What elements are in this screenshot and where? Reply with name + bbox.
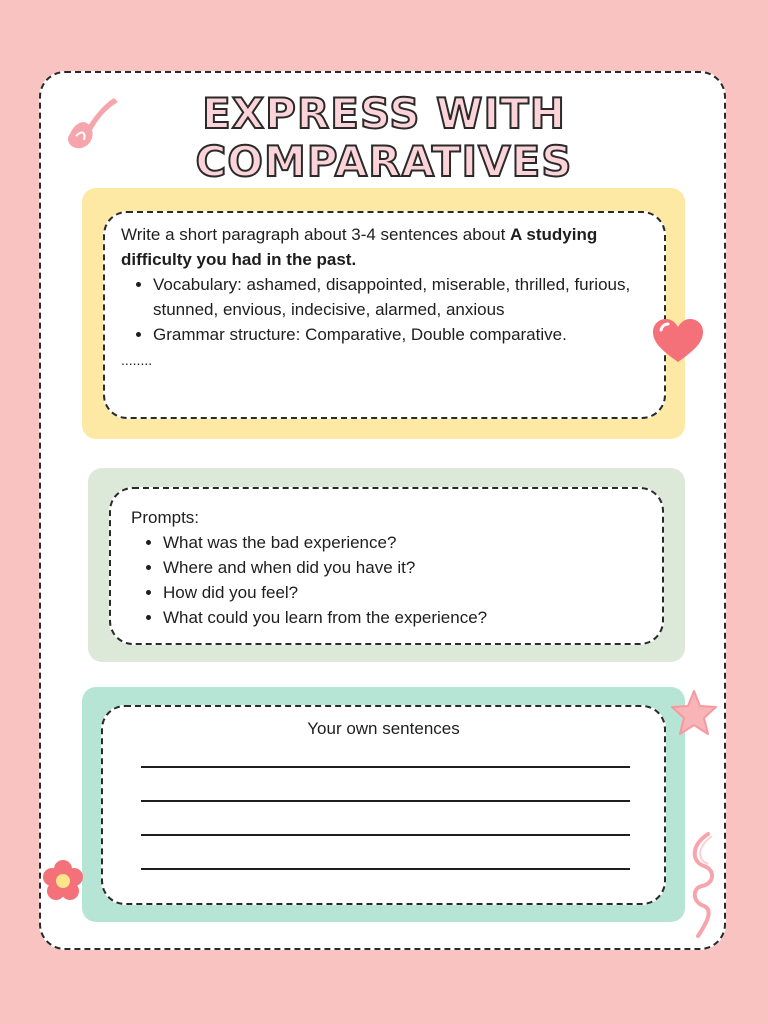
heart-icon	[651, 318, 705, 364]
writing-heading: Your own sentences	[307, 719, 460, 738]
writing-line[interactable]	[141, 834, 630, 836]
vocabulary-item: • Vocabulary: ashamed, disappointed, miserable, thrilled, furious, stunned, envious, indecisive, alarmed, anxious	[153, 272, 648, 322]
prompts-list	[131, 530, 642, 630]
title-line-2: COMPARATIVES	[195, 137, 573, 186]
writing-ellipsis: ........	[121, 352, 153, 368]
writing-line[interactable]	[141, 766, 630, 768]
prompt-item: • Where and when did you have it?	[163, 555, 642, 580]
flower-icon	[40, 858, 86, 904]
prompt-item: • What was the bad experience?	[163, 530, 642, 555]
task-bullet-list	[121, 272, 648, 347]
prompt-item: • What could you learn from the experience?	[163, 605, 642, 630]
prompts-heading: Prompts:	[131, 508, 200, 527]
prompt-item: • How did you feel?	[163, 580, 642, 605]
star-icon	[669, 689, 719, 737]
writing-line[interactable]	[141, 800, 630, 802]
title-line-1: EXPRESS WITH	[202, 89, 566, 138]
grammar-item: • Grammar structure: Comparative, Double comparative.	[153, 322, 648, 347]
prompts-card	[109, 487, 664, 645]
task-instruction	[121, 222, 648, 272]
task-intro: Write a short paragraph about 3-4 sentences about	[121, 225, 511, 244]
task-topic: A studying difficulty you had in the past.	[121, 225, 598, 269]
writing-line[interactable]	[141, 868, 630, 870]
ribbon-icon	[62, 96, 122, 158]
writing-card	[101, 705, 666, 905]
squiggle-ribbon-icon	[686, 832, 720, 940]
task-card	[103, 211, 666, 419]
